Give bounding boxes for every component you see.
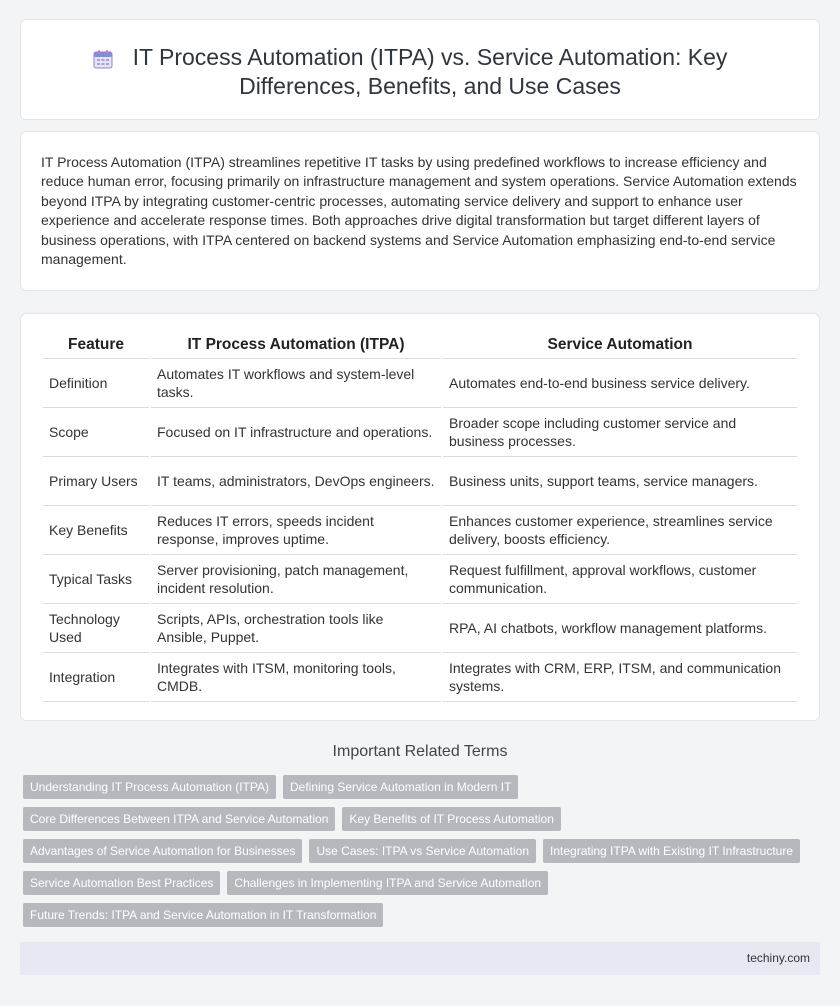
- related-term-link[interactable]: Use Cases: ITPA vs Service Automation: [309, 839, 536, 863]
- table-row: [43, 457, 797, 506]
- related-terms-title: Important Related Terms: [332, 743, 508, 760]
- itpa-cell: Server provisioning, patch management, incident resolution.: [151, 555, 441, 604]
- tag-row: [23, 839, 823, 863]
- itpa-cell: Reduces IT errors, speeds incident response, improves uptime.: [151, 506, 441, 555]
- header-card: [20, 19, 820, 120]
- related-term-link[interactable]: Key Benefits of IT Process Automation: [342, 807, 561, 831]
- feature-cell: Integration: [43, 653, 149, 702]
- column-header-itpa: IT Process Automation (ITPA): [151, 331, 441, 359]
- tag-row: [23, 903, 823, 927]
- table-row: [43, 408, 797, 457]
- related-term-link[interactable]: Understanding IT Process Automation (ITPA): [23, 775, 276, 799]
- related-term-link[interactable]: Core Differences Between ITPA and Service Automation: [23, 807, 335, 831]
- table-row: [43, 604, 797, 653]
- itpa-cell: Automates IT workflows and system-level tasks.: [151, 359, 441, 408]
- related-term-link[interactable]: Future Trends: ITPA and Service Automation in IT Transformation: [23, 903, 383, 927]
- feature-cell: Primary Users: [43, 457, 149, 506]
- service-automation-cell: Business units, support teams, service managers.: [443, 457, 797, 506]
- feature-cell: Technology Used: [43, 604, 149, 653]
- intro-card: [20, 131, 820, 291]
- service-automation-cell: Broader scope including customer service and business processes.: [443, 408, 797, 457]
- table-header-row: [43, 331, 797, 359]
- related-term-link[interactable]: Integrating ITPA with Existing IT Infrastructure: [543, 839, 800, 863]
- table-row: [43, 653, 797, 702]
- tag-row: [23, 871, 823, 895]
- itpa-cell: IT teams, administrators, DevOps engineers.: [151, 457, 441, 506]
- itpa-cell: Scripts, APIs, orchestration tools like Ansible, Puppet.: [151, 604, 441, 653]
- footer-site-link[interactable]: techiny.com: [746, 951, 810, 965]
- table-row: [43, 359, 797, 408]
- table-row: [43, 555, 797, 604]
- itpa-cell: Focused on IT infrastructure and operations.: [151, 408, 441, 457]
- feature-cell: Typical Tasks: [43, 555, 149, 604]
- service-automation-cell: Integrates with CRM, ERP, ITSM, and communication systems.: [443, 653, 797, 702]
- tag-row: [23, 775, 823, 799]
- feature-cell: Key Benefits: [43, 506, 149, 555]
- service-automation-cell: RPA, AI chatbots, workflow management platforms.: [443, 604, 797, 653]
- tag-row: [23, 807, 823, 831]
- related-term-link[interactable]: Defining Service Automation in Modern IT: [283, 775, 518, 799]
- related-term-link[interactable]: Challenges in Implementing ITPA and Service Automation: [227, 871, 548, 895]
- column-header-feature: Feature: [43, 331, 149, 359]
- service-automation-cell: Automates end-to-end business service delivery.: [443, 359, 797, 408]
- column-header-service-automation: Service Automation: [443, 331, 797, 359]
- itpa-cell: Integrates with ITSM, monitoring tools, CMDB.: [151, 653, 441, 702]
- comparison-table-card: [20, 313, 820, 721]
- table-row: [43, 506, 797, 555]
- footer: [20, 942, 820, 975]
- page-title: IT Process Automation (ITPA) vs. Service Automation: Key Differences, Benefits, and Use Cases: [132, 44, 728, 99]
- related-term-link[interactable]: Service Automation Best Practices: [23, 871, 220, 895]
- feature-cell: Scope: [43, 408, 149, 457]
- service-automation-cell: Enhances customer experience, streamlines service delivery, boosts efficiency.: [443, 506, 797, 555]
- related-terms-list: [23, 775, 823, 935]
- intro-paragraph: IT Process Automation (ITPA) streamlines repetitive IT tasks by using predefined workflows to increase efficiency and reduce human error, focusing primarily on infrastructure management and system operations. Service Automation extends beyond ITPA by integrating customer-centric processes, automating service delivery and support to enhance user experience and accelerate response times. Both approaches drive digital transformation but target different layers of business operations, with ITPA centered on backend systems and Service Automation emphasizing end-to-end service management.: [41, 154, 797, 268]
- comparison-table: [41, 331, 799, 702]
- feature-cell: Definition: [43, 359, 149, 408]
- related-term-link[interactable]: Advantages of Service Automation for Businesses: [23, 839, 302, 863]
- service-automation-cell: Request fulfillment, approval workflows, customer communication.: [443, 555, 797, 604]
